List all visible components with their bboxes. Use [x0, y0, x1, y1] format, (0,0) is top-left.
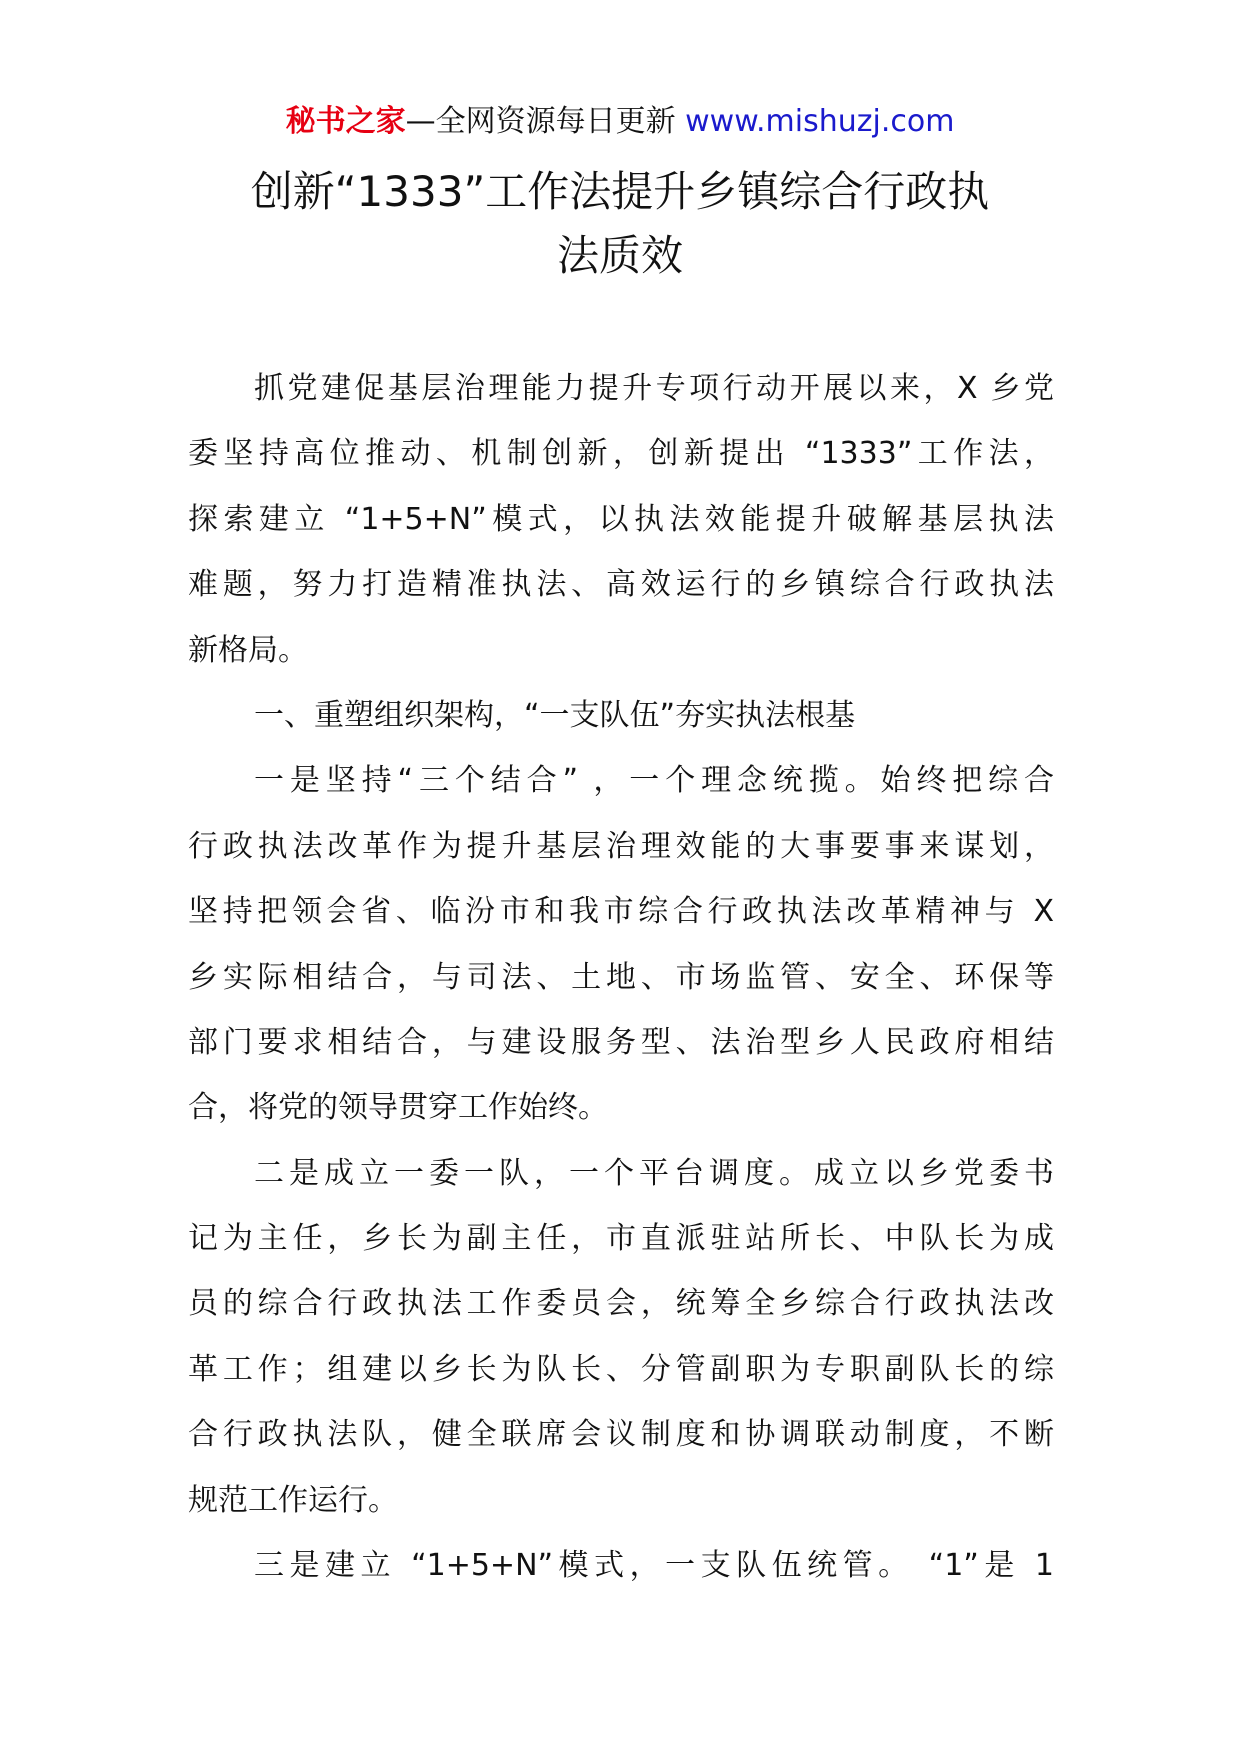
text-line: 二是成立一委一队，一个平台调度。成立以乡党委书 [254, 1155, 1054, 1191]
paragraph-intro [188, 356, 1054, 683]
text-line: 员的综合行政执法工作委员会，统筹全乡综合行政执法改 [188, 1286, 1054, 1322]
banner-tagline: —全网资源每日更新 [405, 104, 686, 139]
document-title [150, 160, 1090, 288]
paragraph-point-3 [188, 1533, 1054, 1598]
text-line: 革工作；组建以乡长为队长、分管副职为专职副队长的综 [188, 1351, 1054, 1387]
paragraph-point-1 [188, 748, 1054, 1140]
title-line: 创新“1333”工作法提升乡镇综合行政执 [250, 167, 990, 216]
banner-url-link[interactable]: www.mishuzj.com [685, 104, 955, 139]
text-line: 规范工作运行。 [188, 1482, 398, 1518]
text-line: 坚持把领会省、临汾市和我市综合行政执法改革精神与 X [188, 894, 1054, 930]
text-line: 乡实际相结合，与司法、土地、市场监管、安全、环保等 [188, 959, 1054, 995]
paragraph-point-2 [188, 1141, 1054, 1533]
text-line: 记为主任，乡长为副主任，市直派驻站所长、中队长为成 [188, 1221, 1054, 1257]
banner-brand: 秘书之家 [285, 104, 406, 139]
text-line: 行政执法改革作为提升基层治理效能的大事要事来谋划， [188, 828, 1054, 864]
text-line: 难题，努力打造精准执法、高效运行的乡镇综合行政执法 [188, 567, 1054, 603]
text-line: 新格局。 [188, 632, 308, 668]
text-line: 合行政执法队，健全联席会议制度和协调联动制度，不断 [188, 1417, 1054, 1453]
section-heading [188, 683, 1054, 748]
site-banner [0, 102, 1240, 142]
text-line: 三是建立 “1+5+N”模式，一支队伍统管。 “1”是 1 [254, 1548, 1054, 1584]
text-line: 一是坚持“三个结合” ，一个理念统揽。始终把综合 [254, 763, 1054, 799]
text-line: 抓党建促基层治理能力提升专项行动开展以来，X 乡党 [254, 371, 1054, 406]
text-line: 委坚持高位推动、机制创新，创新提出 “1333”工作法， [188, 436, 1054, 472]
title-line: 法质效 [556, 231, 683, 280]
text-line: 合，将党的领导贯穿工作始终。 [188, 1090, 608, 1126]
heading-line: 一、重塑组织架构，“一支队伍”夯实执法根基 [254, 697, 856, 733]
text-line: 探索建立 “1+5+N”模式，以执法效能提升破解基层执法 [188, 501, 1054, 537]
document-body [188, 356, 1054, 1598]
text-line: 部门要求相结合，与建设服务型、法治型乡人民政府相结 [188, 1024, 1054, 1060]
